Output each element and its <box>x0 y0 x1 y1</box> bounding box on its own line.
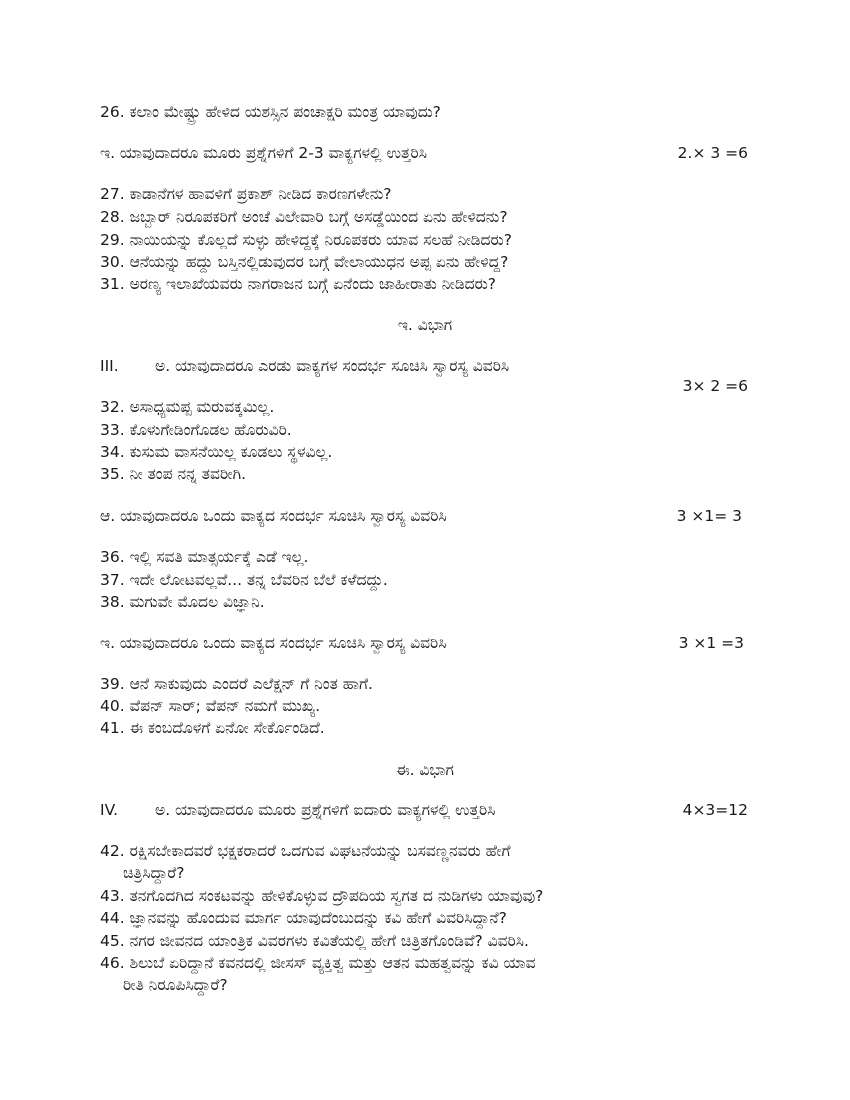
question-41: 41. ಈ ಕಂಬದೊಳಗೆ ಏನೋ ಸೇರ್ಕೊಂಡಿದೆ. <box>100 719 325 737</box>
question-46: 46. ಶಿಲುಬೆ ಏರಿದ್ದಾನೆ ಕವನದಲ್ಲಿ ಜೀಸಸ್ ವ್ಯಕ್ತಿತ್ವ ಮತ್ತು ಆತನ ಮಹತ್ವವನ್ನು ಕವಿ ಯಾವ <box>100 954 536 972</box>
question-37: 37. ಇದೇ ಲೋಟವಲ್ಲವೆ... ತನ್ನ ಬೆವರಿನ ಬೆಲೆ ಕಳೆದದ್ದು. <box>100 571 388 589</box>
question-45: 45. ನಗರ ಜೀವನದ ಯಾಂತ್ರಿಕ ವಿವರಗಳು ಕವಿತೆಯಲ್ಲಿ ಹೇಗೆ ಚಿತ್ರಿತಗೊಂಡಿವೆ? ವಿವರಿಸಿ. <box>100 932 529 950</box>
question-42-continued: ಚಿತ್ರಿಸಿದ್ದಾರೆ? <box>123 864 185 882</box>
question-44: 44. ಜ್ಞಾನವನ್ನು ಹೊಂದುವ ಮಾರ್ಗ ಯಾವುದೆಂಬುದನ್ನು ಕವಿ ಹೇಗೆ ವಿವರಿಸಿದ್ದಾನೆ? <box>100 909 507 927</box>
question-38: 38. ಮಗುವೇ ಮೊದಲ ವಿಜ್ಞಾನಿ. <box>100 593 265 611</box>
part-3-i-instruction: ಇ. ಯಾವುದಾದರೂ ಒಂದು ವಾಕ್ಯದ ಸಂದರ್ಭ ಸೂಚಿಸಿ ಸ್ವಾರಸ್ಯ ವಿವರಿಸಿ <box>100 634 447 652</box>
question-34: 34. ಕುಸುಮ ವಾಸನೆಯಿಲ್ಲ ಕೂಡಲು ಸ್ಥಳವಿಲ್ಲ. <box>100 443 333 461</box>
part-3-aa-marks: 3 ×1= 3 <box>676 507 742 525</box>
question-30: 30. ಆನೆಯನ್ನು ಹದ್ದು ಬಸ್ತಿನಲ್ಲಿಡುವುದರ ಬಗ್ಗೆ ವೇಲಾಯುಧನ ಅಪ್ಪ ಏನು ಹೇಳಿದ್ದ? <box>100 253 509 271</box>
part-3-roman: III. <box>100 357 119 375</box>
part-3-title: ಇ. ವಿಭಾಗ <box>397 316 453 334</box>
section-marks-i: 2.× 3 =6 <box>677 144 748 162</box>
question-32: 32. ಅಸಾಧ್ಯಮಪ್ಪ ಮರುವಕ್ಕಮಿಲ್ಲ. <box>100 398 275 416</box>
part-4-a-instruction: ಅ. ಯಾವುದಾದರೂ ಮೂರು ಪ್ರಶ್ನೆಗಳಿಗೆ ಐದಾರು ವಾಕ್ಯಗಳಲ್ಲಿ ಉತ್ತರಿಸಿ <box>155 801 496 819</box>
question-26: 26. ಕಲಾಂ ಮೇಷ್ಟ್ರು ಹೇಳಿದ ಯಶಸ್ಸಿನ ಪಂಚಾಕ್ಷರಿ ಮಂತ್ರ ಯಾವುದು? <box>100 103 441 121</box>
question-43: 43. ತನಗೊದಗಿದ ಸಂಕಟವನ್ನು ಹೇಳಿಕೊಳ್ಳುವ ದ್ರೌಪದಿಯ ಸ್ವಗತ ದ ನುಡಿಗಳು ಯಾವುವು? <box>100 887 544 905</box>
question-33: 33. ಕೊಳುಗೇಡಿಂಗೊಡಲ ಹೊರುವಿರಿ. <box>100 421 292 439</box>
question-39: 39. ಆನೆ ಸಾಕುವುದು ಎಂದರೆ ಎಲೆಕ್ಷನ್ ಗೆ ನಿಂತ ಹಾಗೆ. <box>100 675 373 693</box>
part-4-title: ಈ. ವಿಭಾಗ <box>396 761 454 779</box>
part-3-i-marks: 3 ×1 =3 <box>678 634 744 652</box>
part-3-a-marks: 3× 2 =6 <box>682 377 748 395</box>
question-42: 42. ರಕ್ಷಿಸಬೇಕಾದವರೆ ಭಕ್ಷಕರಾದರೆ ಒದಗುವ ವಿಘಟನೆಯನ್ನು ಬಸವಣ್ಣನವರು ಹೇಗೆ <box>100 842 511 860</box>
part-3-aa-instruction: ಆ. ಯಾವುದಾದರೂ ಒಂದು ವಾಕ್ಯದ ಸಂದರ್ಭ ಸೂಚಿಸಿ ಸ್ವಾರಸ್ಯ ವಿವರಿಸಿ <box>100 507 447 525</box>
question-40: 40. ವೆಪನ್ ಸಾರ್; ವೆಪನ್ ನಮಗೆ ಮುಖ್ಯ. <box>100 697 321 715</box>
part-4-roman: IV. <box>100 801 119 819</box>
question-31: 31. ಅರಣ್ಯ ಇಲಾಖೆಯವರು ನಾಗರಾಜನ ಬಗ್ಗೆ ಏನೆಂದು ಜಾಹೀರಾತು ನೀಡಿದರು? <box>100 275 496 293</box>
question-28: 28. ಜಬ್ಬಾರ್ ನಿರೂಪಕರಿಗೆ ಅಂಚೆ ವಿಲೇವಾರಿ ಬಗ್ಗೆ ಅಸಡ್ಡೆಯಿಂದ ಏನು ಹೇಳಿದನು? <box>100 208 508 226</box>
part-3-a-instruction: ಅ. ಯಾವುದಾದರೂ ಎರಡು ವಾಕ್ಯಗಳ ಸಂದರ್ಭ ಸೂಚಿಸಿ ಸ್ವಾರಸ್ಯ ವಿವರಿಸಿ <box>155 357 510 375</box>
question-29: 29. ನಾಯಿಯನ್ನು ಕೊಲ್ಲದೆ ಸುಳ್ಳು ಹೇಳಿದ್ದಕ್ಕೆ ನಿರೂಪಕರು ಯಾವ ಸಲಹೆ ನೀಡಿದರು? <box>100 231 512 249</box>
section-instruction-i: ಇ. ಯಾವುದಾದರೂ ಮೂರು ಪ್ರಶ್ನೆಗಳಿಗೆ 2-3 ವಾಕ್ಯಗಳಲ್ಲಿ ಉತ್ತರಿಸಿ <box>100 144 427 162</box>
question-36: 36. ಇಲ್ಲಿ ಸವತಿ ಮಾತ್ಸರ್ಯಕ್ಕೆ ಎಡೆ ಇಲ್ಲ. <box>100 548 309 566</box>
part-4-a-marks: 4×3=12 <box>682 801 748 819</box>
question-27: 27. ಕಾಡಾನೆಗಳ ಹಾವಳಿಗೆ ಪ್ರಕಾಶ್ ನೀಡಿದ ಕಾರಣಗಳೇನು? <box>100 185 392 203</box>
question-46-continued: ರೀತಿ ನಿರೂಪಿಸಿದ್ದಾರೆ? <box>123 976 228 994</box>
question-35: 35. ನೀ ತಂಪ ನನ್ನ ತವರೀಗಿ. <box>100 465 247 483</box>
